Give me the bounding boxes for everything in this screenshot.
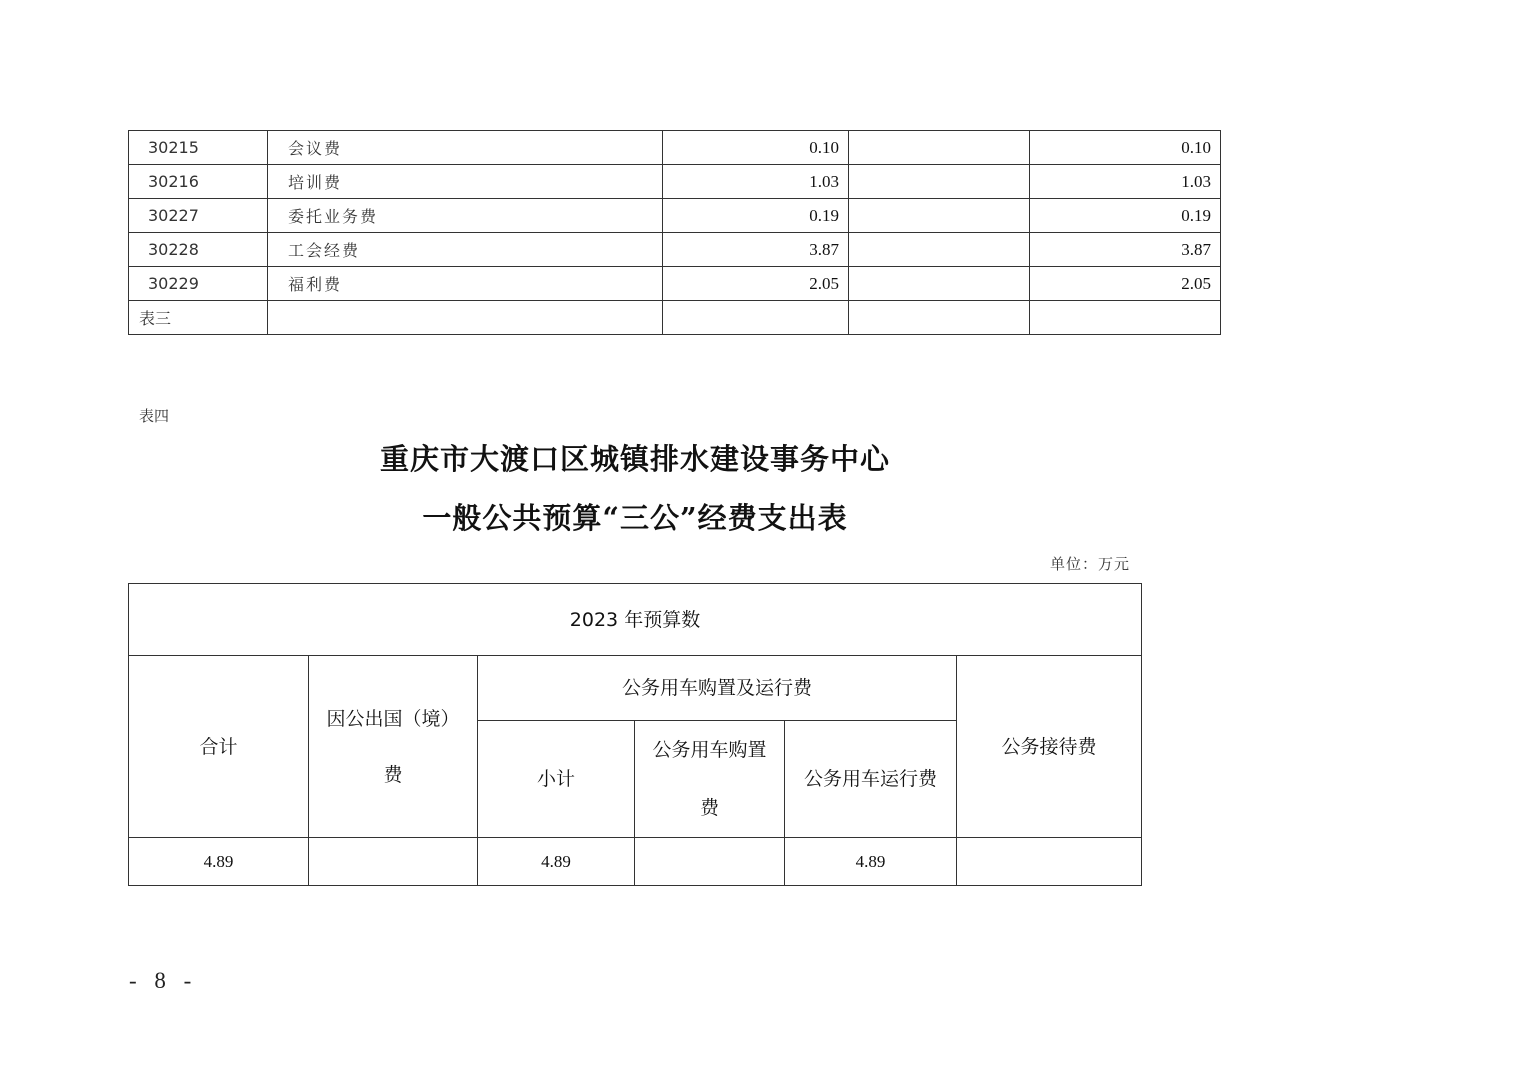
amount-cell: 1.03 <box>663 165 849 199</box>
expense-name: 福利费 <box>268 267 663 301</box>
reception-value <box>957 838 1142 886</box>
amount-cell <box>849 267 1030 301</box>
vehicle-group-header: 公务用车购置及运行费 <box>478 656 957 721</box>
reception-header: 公务接待费 <box>957 656 1142 838</box>
table-row <box>129 584 1142 656</box>
amount-cell <box>849 165 1030 199</box>
table-row <box>129 233 1221 267</box>
econ-code: 30215 <box>129 131 268 165</box>
page-number: - 8 - <box>129 968 198 993</box>
econ-code: 30228 <box>129 233 268 267</box>
vehicle-operation-value: 4.89 <box>785 838 957 886</box>
subtotal-header: 小计 <box>478 721 635 838</box>
page-title: 重庆市大渡口区城镇排水建设事务中心 <box>379 442 890 476</box>
vehicle-operation-header: 公务用车运行费 <box>785 721 957 838</box>
abroad-value <box>309 838 478 886</box>
amount-cell <box>849 233 1030 267</box>
amount-cell <box>849 199 1030 233</box>
total-header: 合计 <box>129 656 309 838</box>
abroad-header <box>309 656 478 838</box>
abroad-header-line1: 因公出国（境） <box>326 707 460 730</box>
vehicle-purchase-line2: 费 <box>699 797 719 819</box>
amount-cell: 3.87 <box>663 233 849 267</box>
amount-cell: 1.03 <box>1030 165 1221 199</box>
amount-cell: 2.05 <box>663 267 849 301</box>
expense-detail-table <box>128 130 1221 335</box>
vehicle-purchase-header <box>635 721 785 838</box>
vehicle-purchase-line1: 公务用车购置 <box>652 739 767 761</box>
expense-name: 会议费 <box>268 131 663 165</box>
amount-cell: 0.19 <box>1030 199 1221 233</box>
amount-cell <box>849 131 1030 165</box>
expense-name: 工会经费 <box>268 233 663 267</box>
abroad-header-line2: 费 <box>383 763 403 786</box>
table-row <box>129 656 1142 721</box>
vehicle-purchase-value <box>635 838 785 886</box>
amount-cell: 2.05 <box>1030 267 1221 301</box>
expense-name: 培训费 <box>268 165 663 199</box>
econ-code: 30229 <box>129 267 268 301</box>
empty-cell <box>663 301 849 335</box>
total-value: 4.89 <box>129 838 309 886</box>
table-row <box>129 131 1221 165</box>
empty-cell <box>849 301 1030 335</box>
empty-cell <box>268 301 663 335</box>
expense-name: 委托业务费 <box>268 199 663 233</box>
amount-cell: 3.87 <box>1030 233 1221 267</box>
budget-year-header: 2023 年预算数 <box>129 584 1142 656</box>
table-row <box>129 165 1221 199</box>
table3-label: 表三 <box>129 301 268 335</box>
table-row <box>129 301 1221 335</box>
unit-label: 单位：万元 <box>1049 555 1130 573</box>
amount-cell: 0.10 <box>663 131 849 165</box>
table-row <box>129 838 1142 886</box>
econ-code: 30227 <box>129 199 268 233</box>
empty-cell <box>1030 301 1221 335</box>
table4-label: 表四 <box>139 407 170 425</box>
page-subtitle: 一般公共预算“三公”经费支出表 <box>422 501 848 535</box>
amount-cell: 0.19 <box>663 199 849 233</box>
table-row <box>129 267 1221 301</box>
sangong-expense-table <box>128 583 1142 886</box>
subtotal-value: 4.89 <box>478 838 635 886</box>
econ-code: 30216 <box>129 165 268 199</box>
amount-cell: 0.10 <box>1030 131 1221 165</box>
table-row <box>129 199 1221 233</box>
